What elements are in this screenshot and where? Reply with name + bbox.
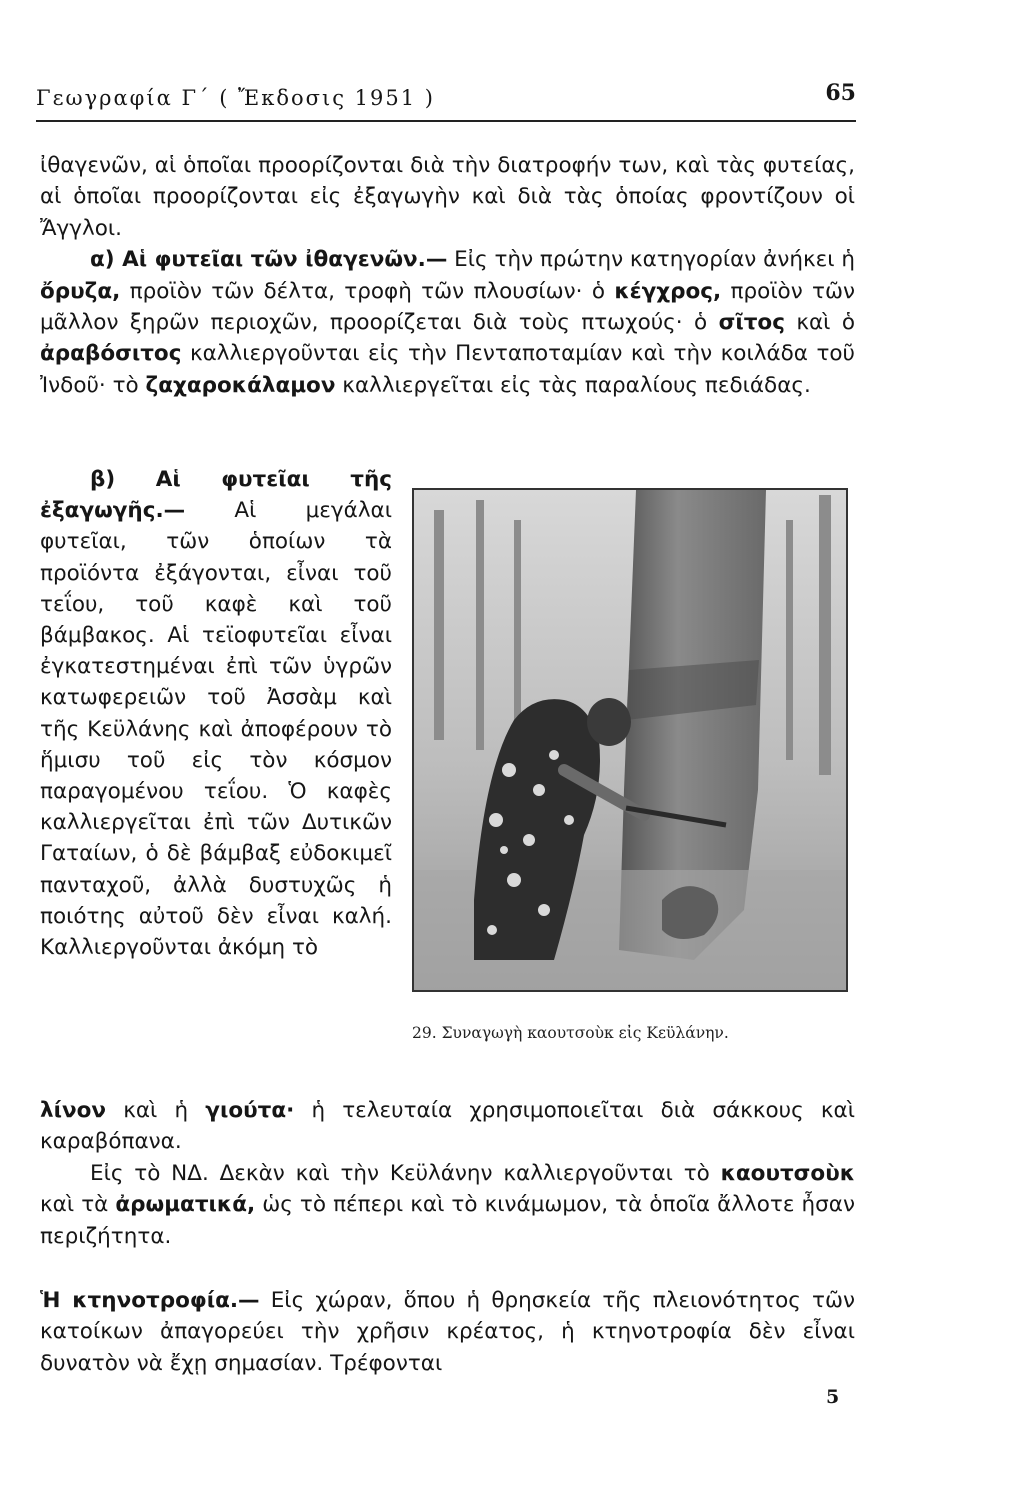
text-block-top [40,150,855,401]
page-number: 65 [825,80,856,106]
southwest-paragraph [40,1158,855,1252]
signature-number: 5 [826,1386,840,1408]
running-title: Γεωγραφία Γ΄ ( Ἔκδοσις 1951 ) [36,86,435,110]
section-a-text: προϊὸν τῶν δέλτα, τροφὴ τῶν πλουσίων· ὁ [120,278,615,304]
section-a-text: καλλιεργεῖται εἰς τὰς παραλίους πεδιάδας. [335,372,811,398]
term-maize: ἀραβόσιτος [40,341,182,367]
section-b-continuation [40,1095,855,1158]
term-spices: ἀρωματικά, [115,1192,256,1218]
southwest-text: ὡς τὸ πέπερι καὶ τὸ κινάμωμον, τὰ ὁποῖα ἄλλοτε ἦσαν περιζήτητα. [40,1192,855,1249]
southwest-text: Εἰς τὸ ΝΔ. Δεκὰν καὶ τὴν Κεϋλάνην καλλιεργοῦνται τὸ [90,1160,721,1186]
section-b-text: Αἱ μεγάλαι φυτεῖαι, τῶν ὁποίων τὰ προϊόντα ἐξάγονται, εἶναι τοῦ τεΐου, τοῦ καφὲ καὶ τοῦ βάμβακος. Αἱ τεϊοφυτεῖαι εἶναι ἐγκατεστημέναι ἐπὶ τῶν ὑγρῶν κατωφερειῶν τοῦ Ἀσσὰμ καὶ τῆς Κεϋλάνης καὶ ἀποφέρουν τὸ ἥμισυ τοῦ εἰς τὸν κόσμον παραγομένου τεΐου. Ὁ καφὲς καλλιεργεῖται ἐπὶ τῶν Δυτικῶν Γαταίων, ὁ δὲ βάμβαξ εὐδοκιμεῖ πανταχοῦ, ἀλλὰ δυστυχῶς ἡ ποιότης αὐτοῦ δὲν εἶναι καλή. Καλλιεργοῦνται ἀκόμη τὸ [40,498,392,961]
text-block-middle [40,1095,855,1252]
livestock-paragraph [40,1285,855,1379]
section-a-text: προϊὸν τῶν μᾶλλον ξηρῶν περιοχῶν, προορίζεται διὰ τοὺς πτωχούς· ὁ [40,278,855,336]
term-wheat: σῖτος [718,310,785,336]
section-a-paragraph [40,244,855,401]
livestock-text: Εἰς χώραν, ὅπου ἡ θρησκεία τῆς πλειονότητος τῶν κατοίκων ἀπαγορεύει τὴν χρῆσιν κρέατος, ἡ κτηνοτροφία δὲν εἶναι δυνατὸν νὰ ἔχῃ σημασίαν. Τρέφονται [40,1288,856,1376]
section-a-heading: α) Αἱ φυτεῖαι τῶν ἰθαγενῶν.— [90,247,448,273]
term-millet: κέγχρος, [614,278,722,304]
term-rubber: καουτσοὺκ [720,1160,855,1186]
figure-caption: 29. Συναγωγὴ καουτσοὺκ εἰς Κεϋλάνην. [412,1024,729,1042]
term-flax: λίνον [40,1098,107,1123]
figure-photo [412,488,848,992]
livestock-heading: Ἡ κτηνοτροφία.— [40,1288,260,1313]
term-jute: γιούτα· [205,1098,295,1123]
header-rule [36,120,856,122]
rubber-tapping-photo [414,490,846,990]
section-a-text: καὶ ὁ [784,310,855,336]
southwest-text: καὶ τὰ [40,1192,116,1218]
intro-paragraph: ἰθαγενῶν, αἱ ὁποῖαι προορίζονται διὰ τὴν διατροφήν των, καὶ τὰς φυτείας, αἱ ὁποῖαι προορίζονται εἰς ἐξαγωγὴν καὶ διὰ τὰς ὁποίας φροντίζουν οἱ Ἄγγλοι. [40,153,855,241]
section-a-text: Εἰς τὴν πρώτην κατηγορίαν ἀνήκει ἡ [447,247,855,273]
section-b-heading: β) Αἱ φυτεῖαι τῆς ἐξαγωγῆς.— [40,467,392,524]
term-sugarcane: ζαχαροκάλαμον [145,372,336,398]
term-rice: ὄρυζα, [40,278,121,304]
section-a-text: καλλιεργοῦνται εἰς τὴν Πενταποταμίαν καὶ τὴν κοιλάδα τοῦ Ἰνδοῦ· τὸ [40,341,855,398]
text-block-bottom [40,1285,855,1379]
section-b-text: καὶ ἡ [106,1098,206,1123]
section-b-paragraph [40,464,392,963]
running-header [36,80,856,122]
section-b-text: ἡ τελευταία χρησιμοποιεῖται διὰ σάκκους καὶ καραβόπανα. [40,1098,855,1155]
